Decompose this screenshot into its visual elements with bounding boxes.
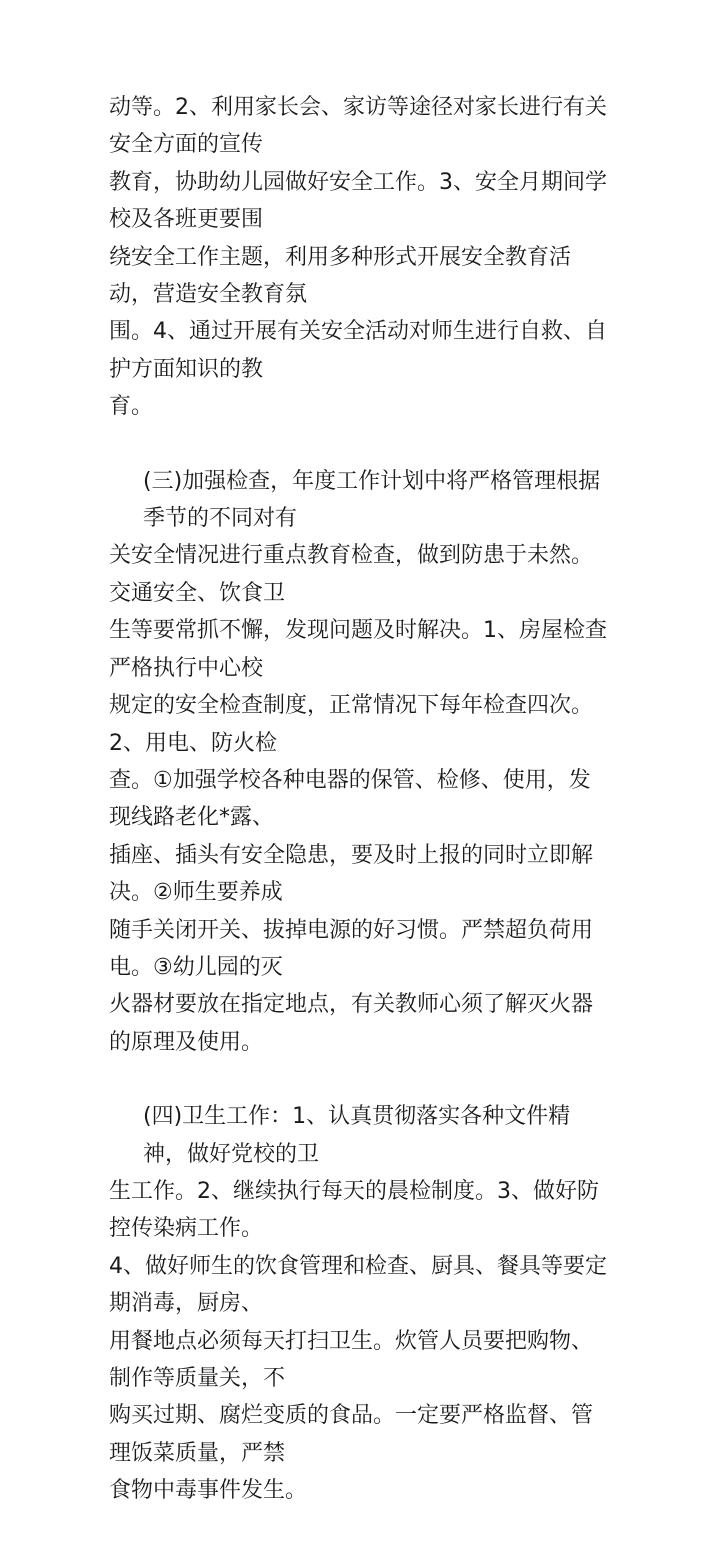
text-line: 插座、插头有安全隐患，要及时上报的同时立即解决。②师生要养成 xyxy=(109,842,594,906)
text-line: 生工作。2、继续执行每天的晨检制度。3、做好防控传染病工作。 xyxy=(109,1178,599,1242)
text-line: 关安全情况进行重点教育检查，做到防患于未然。交通安全、饮食卫 xyxy=(109,543,594,606)
text-line: 随手关闭开关、拔掉电源的好习惯。严禁超负荷用电。③幼儿园的灭 xyxy=(109,917,594,980)
text-line: 绕安全工作主题，利用多种形式开展安全教育活动，营造安全教育氛 xyxy=(109,244,572,308)
text-line: 用餐地点必须每天打扫卫生。炊管人员要把购物、制作等质量关，不 xyxy=(109,1328,594,1391)
paragraph-safety-education xyxy=(109,89,611,426)
text-line: 围。4、通过开展有关安全活动对师生进行自救、自护方面知识的教 xyxy=(109,319,607,382)
text-line: 规定的安全检查制度，正常情况下每年检查四次。2、用电、防火检 xyxy=(109,693,594,756)
text-line: 教育，协助幼儿园做好安全工作。3、安全月期间学校及各班更要围 xyxy=(109,169,607,233)
text-line: 火器材要放在指定地点，有关教师心须了解灭火器的原理及使用。 xyxy=(109,992,594,1055)
text-line: 育。 xyxy=(109,394,154,420)
paragraph-strengthen-inspection xyxy=(109,463,611,1062)
text-line: 生等要常抓不懈，发现问题及时解决。1、房屋检查严格执行中心校 xyxy=(109,618,607,681)
text-line: 动等。2、利用家长会、家访等途径对家长进行有关安全方面的宣传 xyxy=(109,95,607,158)
document-body xyxy=(109,89,611,1547)
paragraph-hygiene-work xyxy=(109,1098,611,1509)
text-line: 查。①加强学校各种电器的保管、检修、使用，发现线路老化*露、 xyxy=(109,767,591,831)
text-line: 购买过期、腐烂变质的食品。一定要严格监督、管理饭菜质量，严禁 xyxy=(109,1403,594,1466)
text-line: 食物中毒事件发生。 xyxy=(109,1478,308,1504)
text-line: (三)加强检查，年度工作计划中将严格管理根据季节的不同对有 xyxy=(143,468,601,532)
text-line: (四)卫生工作：1、认真贯彻落实各种文件精神，做好党校的卫 xyxy=(143,1104,571,1167)
text-line: 4、做好师生的饮食管理和检查、厨具、餐具等要定期消毒，厨房、 xyxy=(109,1253,607,1317)
